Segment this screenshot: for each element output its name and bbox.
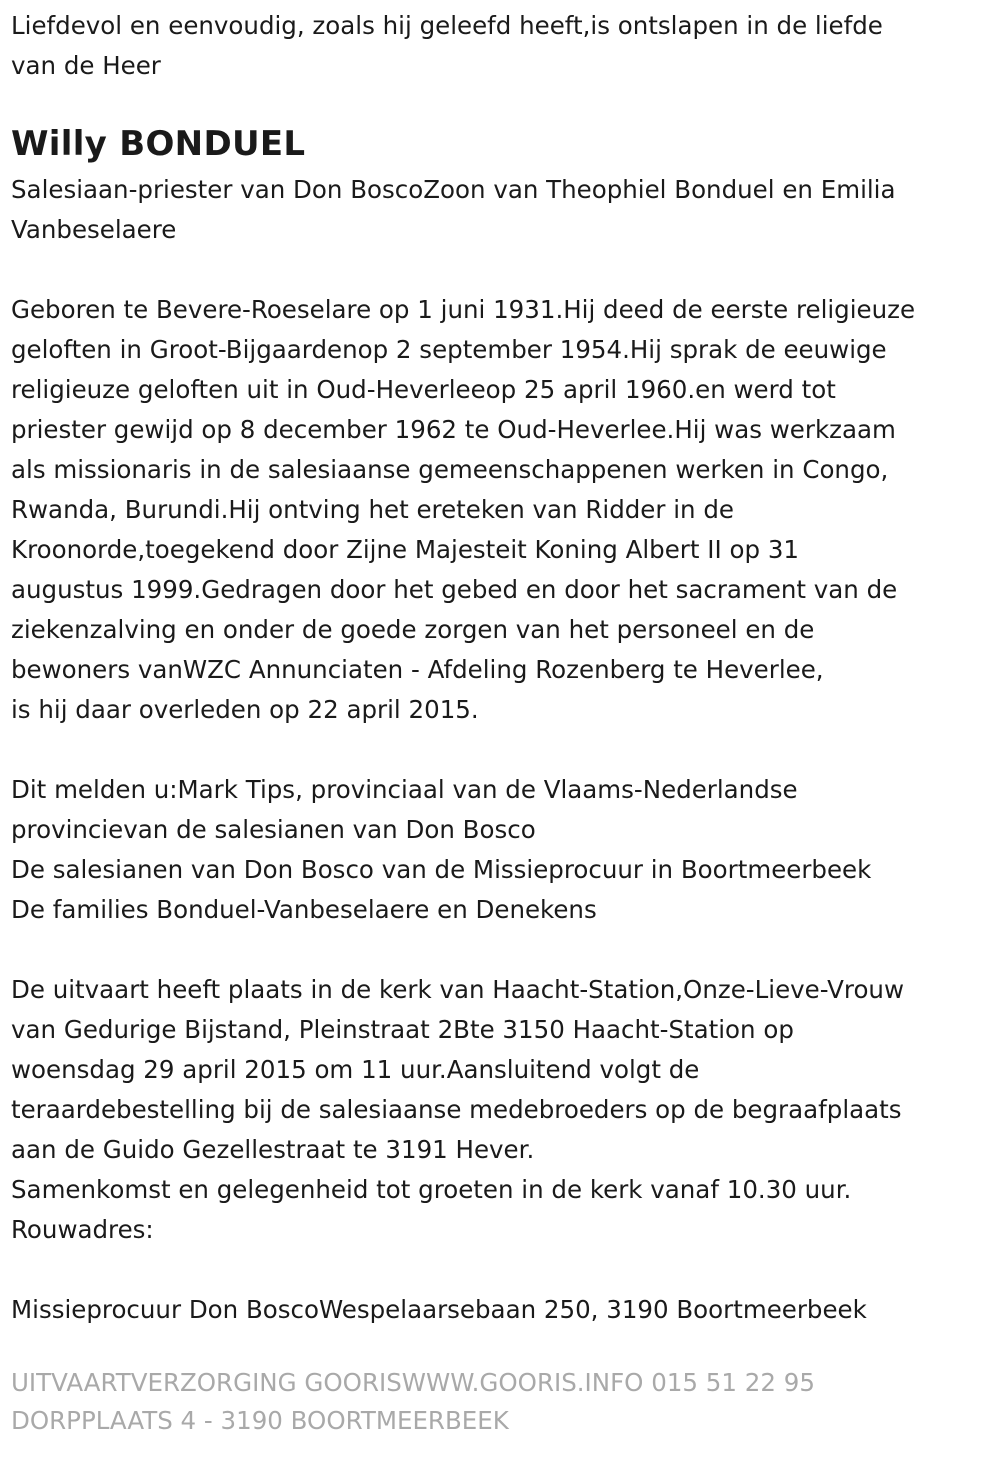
footer-line: UITVAARTVERZORGING GOORISWWW.GOORIS.INFO 015 51 22 95 <box>11 1368 815 1397</box>
intro-line: van de Heer <box>11 51 161 80</box>
intro-line: Liefdevol en eenvoudig, zoals hij geleefd heeft,is ontslapen in de liefde <box>11 11 883 40</box>
biography-line: geloften in Groot-Bijgaardenop 2 september 1954.Hij sprak de eeuwige <box>11 335 887 364</box>
funeral-line: Samenkomst en gelegenheid tot groeten in de kerk vanaf 10.30 uur. <box>11 1175 852 1204</box>
announcer-line: Dit melden u:Mark Tips, provinciaal van de Vlaams-Nederlandse <box>11 775 798 804</box>
biography-line: is hij daar overleden op 22 april 2015. <box>11 695 479 724</box>
subtitle-line: Vanbeselaere <box>11 215 177 244</box>
biography-line: Kroonorde,toegekend door Zijne Majesteit Koning Albert II op 31 <box>11 535 799 564</box>
subtitle-line: Salesiaan-priester van Don BoscoZoon van Theophiel Bonduel en Emilia <box>11 175 896 204</box>
biography-line: Rwanda, Burundi.Hij ontving het ereteken van Ridder in de <box>11 495 734 524</box>
spacer <box>11 930 990 970</box>
funeral-line: aan de Guido Gezellestraat te 3191 Hever. <box>11 1135 535 1164</box>
funeral-line: De uitvaart heeft plaats in de kerk van Haacht-Station,Onze-Lieve-Vrouw <box>11 975 904 1004</box>
announcer-line: provincievan de salesianen van Don Bosco <box>11 815 536 844</box>
biography-line: als missionaris in de salesiaanse gemeenschappenen werken in Congo, <box>11 455 889 484</box>
intro-text <box>11 6 990 86</box>
funeral-line: van Gedurige Bijstand, Pleinstraat 2Bte 3150 Haacht-Station op <box>11 1015 794 1044</box>
biography-line: bewoners vanWZC Annunciaten - Afdeling Rozenberg te Heverlee, <box>11 655 824 684</box>
announcer-line: De salesianen van Don Bosco van de Missieprocuur in Boortmeerbeek <box>11 855 872 884</box>
spacer <box>11 250 990 290</box>
funeral-line: Rouwadres: <box>11 1215 154 1244</box>
spacer <box>11 1250 990 1290</box>
funeral-line: woensdag 29 april 2015 om 11 uur.Aansluitend volgt de <box>11 1055 700 1084</box>
mourning-address <box>11 1290 990 1330</box>
biography <box>11 290 990 730</box>
biography-line: ziekenzalving en onder de goede zorgen van het personeel en de <box>11 615 815 644</box>
funeral-details <box>11 970 990 1250</box>
deceased-name: Willy BONDUEL <box>11 124 306 164</box>
announcer-line: De families Bonduel-Vanbeselaere en Denekens <box>11 895 597 924</box>
biography-line: religieuze geloften uit in Oud-Heverleeop 25 april 1960.en werd tot <box>11 375 836 404</box>
funeral-home-footer <box>11 1364 990 1440</box>
biography-line: Geboren te Bevere-Roeselare op 1 juni 1931.Hij deed de eerste religieuze <box>11 295 916 324</box>
announcers <box>11 770 990 930</box>
biography-line: augustus 1999.Gedragen door het gebed en door het sacrament van de <box>11 575 898 604</box>
biography-line: priester gewijd op 8 december 1962 te Oud-Heverlee.Hij was werkzaam <box>11 415 896 444</box>
spacer <box>11 730 990 770</box>
address-line: Missieprocuur Don BoscoWespelaarsebaan 250, 3190 Boortmeerbeek <box>11 1295 867 1324</box>
subtitle <box>11 170 990 250</box>
funeral-line: teraardebestelling bij de salesiaanse medebroeders op de begraafplaats <box>11 1095 902 1124</box>
footer-line: DORPPLAATS 4 - 3190 BOORTMEERBEEK <box>11 1406 509 1435</box>
